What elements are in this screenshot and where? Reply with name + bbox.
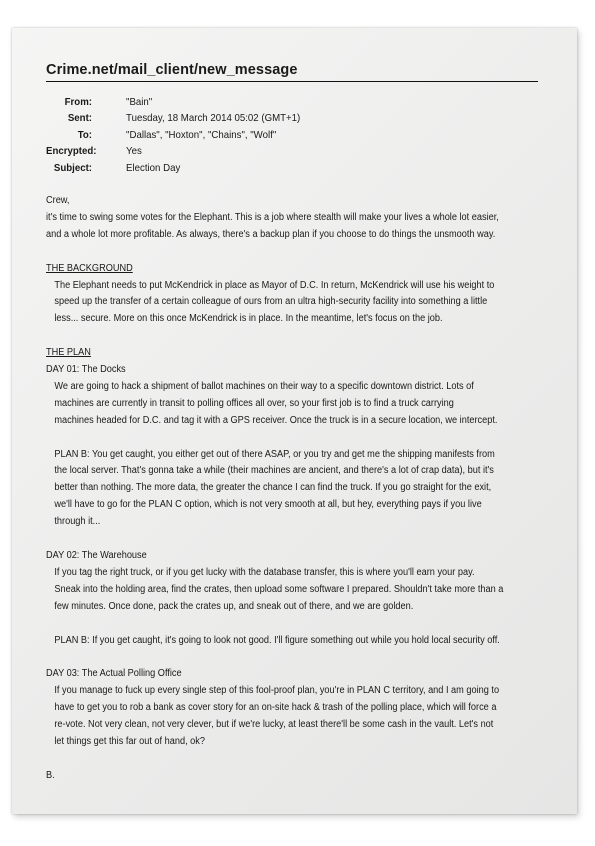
header-label: To: <box>77 128 92 141</box>
body-line: We are going to hack a shipment of ballot machines on their way to a specific downtown district. Lots of <box>54 380 474 392</box>
day-heading: DAY 02: The Warehouse <box>46 550 147 561</box>
greeting: Crew, <box>46 195 70 207</box>
header-label: From: <box>64 96 92 108</box>
day-heading: DAY 03: The Actual Polling Office <box>46 668 182 680</box>
body-line: If you manage to fuck up every single step of this fool-proof plan, you're in PLAN C territory, and I am going to <box>54 685 500 697</box>
header-label: Encrypted: <box>46 145 97 158</box>
header-subject <box>46 160 499 176</box>
body-line: machines are currently in transit to polling offices all over, so your first job is to find a truck carrying <box>54 397 454 409</box>
body-line: better than nothing. The more data, the greater the chance I can find the truck. If you go straight for the exit, <box>54 482 492 494</box>
day-heading: DAY 01: The Docks <box>46 364 126 376</box>
header-from <box>46 94 499 110</box>
body-line: have to get you to rob a bank as cover story for an on-site hack & trash of the polling place, which will force a <box>54 702 497 714</box>
header-value: Election Day <box>126 161 181 174</box>
email-page <box>46 62 538 785</box>
section-heading-background: THE BACKGROUND <box>46 262 133 274</box>
body-line: Sneak into the holding area, find the crates, then upload some software I prepared. Shouldn't take more than a <box>54 583 504 595</box>
body-line: through it... <box>54 516 101 528</box>
header-label: Subject: <box>53 161 92 174</box>
header-to <box>46 127 499 143</box>
section-heading-plan: THE PLAN <box>46 347 91 359</box>
message-body <box>46 193 538 785</box>
header-encrypted <box>46 143 499 159</box>
body-line: and a whole lot more profitable. As always, there's a backup plan if you choose to do things the unsmooth way. <box>46 228 496 240</box>
body-line: machines headed for D.C. and tag it with a GPS receiver. Once the truck is in a secure location, we intercept. <box>54 414 498 426</box>
body-line: speed up the transfer of a certain colleague of ours from an ultra high-security facility into something a little <box>54 296 488 308</box>
body-line: we'll have to go for the PLAN C option, which is not very smooth at all, but hey, everything pays if you live <box>54 499 482 511</box>
header-value: "Bain" <box>126 96 153 108</box>
body-line: PLAN B: If you get caught, it's going to look not good. I'll figure something out while you hold local security off. <box>54 634 500 646</box>
body-line: let things get this far out of hand, ok? <box>54 735 205 747</box>
body-line: less... secure. More on this once McKendrick is in place. In the meantime, let's focus on the job. <box>54 313 443 325</box>
body-line: the local server. That's gonna take a while (their machines are ancient, and there's a lot of crap data), but it's <box>54 465 494 477</box>
signoff: B. <box>46 769 55 781</box>
body-line: re-vote. Not very clean, not very clever, but if we're lucky, at least there'll be some cash in the vault. Let's not <box>54 719 494 731</box>
header-value: Yes <box>126 145 142 158</box>
header-value: Tuesday, 18 March 2014 05:02 (GMT+1) <box>126 112 301 125</box>
body-line: it's time to swing some votes for the Elephant. This is a job where stealth will make your lives a whole lot easier, <box>46 211 499 223</box>
body-line: few minutes. Once done, pack the crates up, and sneak out of there, and we are golden. <box>54 600 414 612</box>
body-line: The Elephant needs to put McKendrick in place as Mayor of D.C. In return, McKendrick will use his weight to <box>54 279 495 291</box>
page-title: Crime.net/mail_client/new_message <box>46 62 538 82</box>
body-line: If you tag the right truck, or if you get lucky with the database transfer, this is where you'll earn your pay. <box>54 566 475 578</box>
header-value: "Dallas", "Hoxton", "Chains", "Wolf" <box>126 128 277 141</box>
body-line: PLAN B: You get caught, you either get out of there ASAP, or you try and get me the shipping manifests from <box>54 448 495 460</box>
header-label: Sent: <box>67 112 92 125</box>
header-sent <box>46 110 499 126</box>
message-headers <box>46 94 499 176</box>
